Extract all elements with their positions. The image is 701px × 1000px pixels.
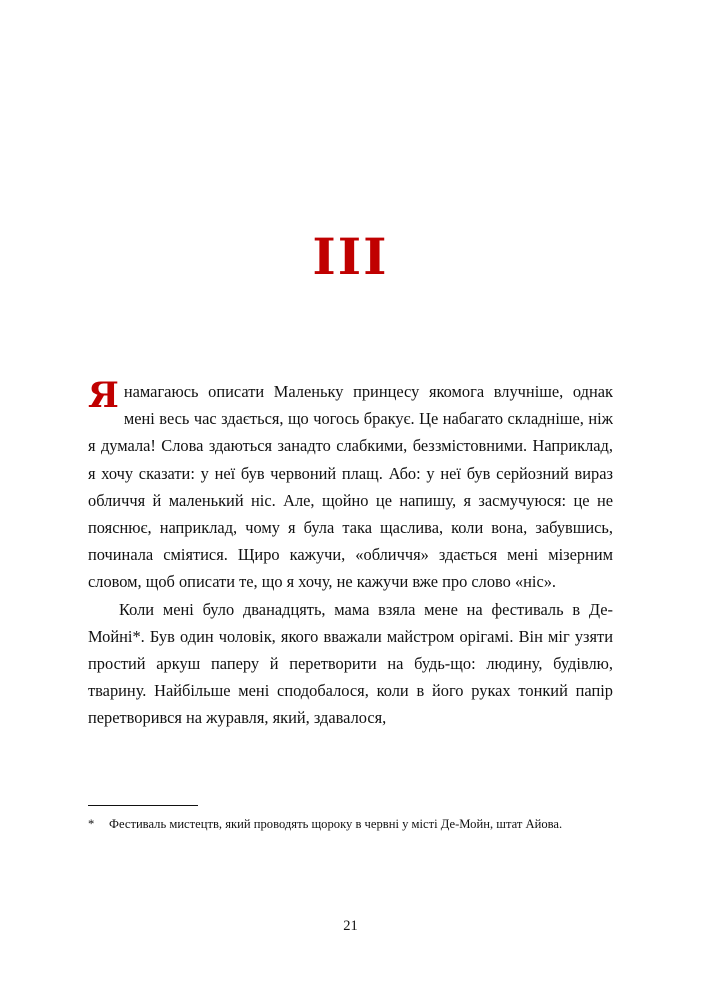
body-text: [88, 375, 613, 732]
footnote-text: Фестиваль мистецтв, який проводять щороку в червні у місті Де-Мойн, штат Айова.: [109, 817, 563, 831]
drop-cap: Я: [88, 375, 119, 416]
paragraph-1: [88, 375, 613, 596]
footnote: [88, 805, 613, 834]
paragraph-2: Коли мені було дванадцять, мама взяла мене на фестиваль в Де-Мойні*. Був один чоловік, якого вважали майстром орігамі. Він міг узяти простий аркуш паперу й перетворити на будь-що: людину, будівлю, тварину. Найбільше мені сподобалося, коли в його руках тонкий папір перетворився на журавля, який, здавалося,: [88, 599, 613, 728]
paragraph-1-text: намагаюсь описати Маленьку принцесу якомога влучніше, однак мені весь час здається, що чогось бракує. Це набагато складніше, ніж я думала! Слова здаються занадто слабкими, беззмістовними. Наприклад, я хочу сказати: у неї був червоний плащ. Або: у неї був серйозний вираз обличчя й маленький ніс. Але, щойно це напишу, я засмучуюся: це не пояснює, наприклад, чому я була така щаслива, коли вона, забувшись, починала сміятися. Щиро кажучи, «обличчя» здається мені мізерним словом, щоб описати те, що я хочу, не кажучи вже про слово «ніс».: [88, 382, 613, 592]
footnote-divider: [88, 805, 198, 806]
footnote-body: [88, 815, 613, 834]
footnote-marker: *: [88, 817, 95, 831]
page-number: 21: [343, 918, 358, 934]
chapter-number: III: [312, 227, 389, 286]
